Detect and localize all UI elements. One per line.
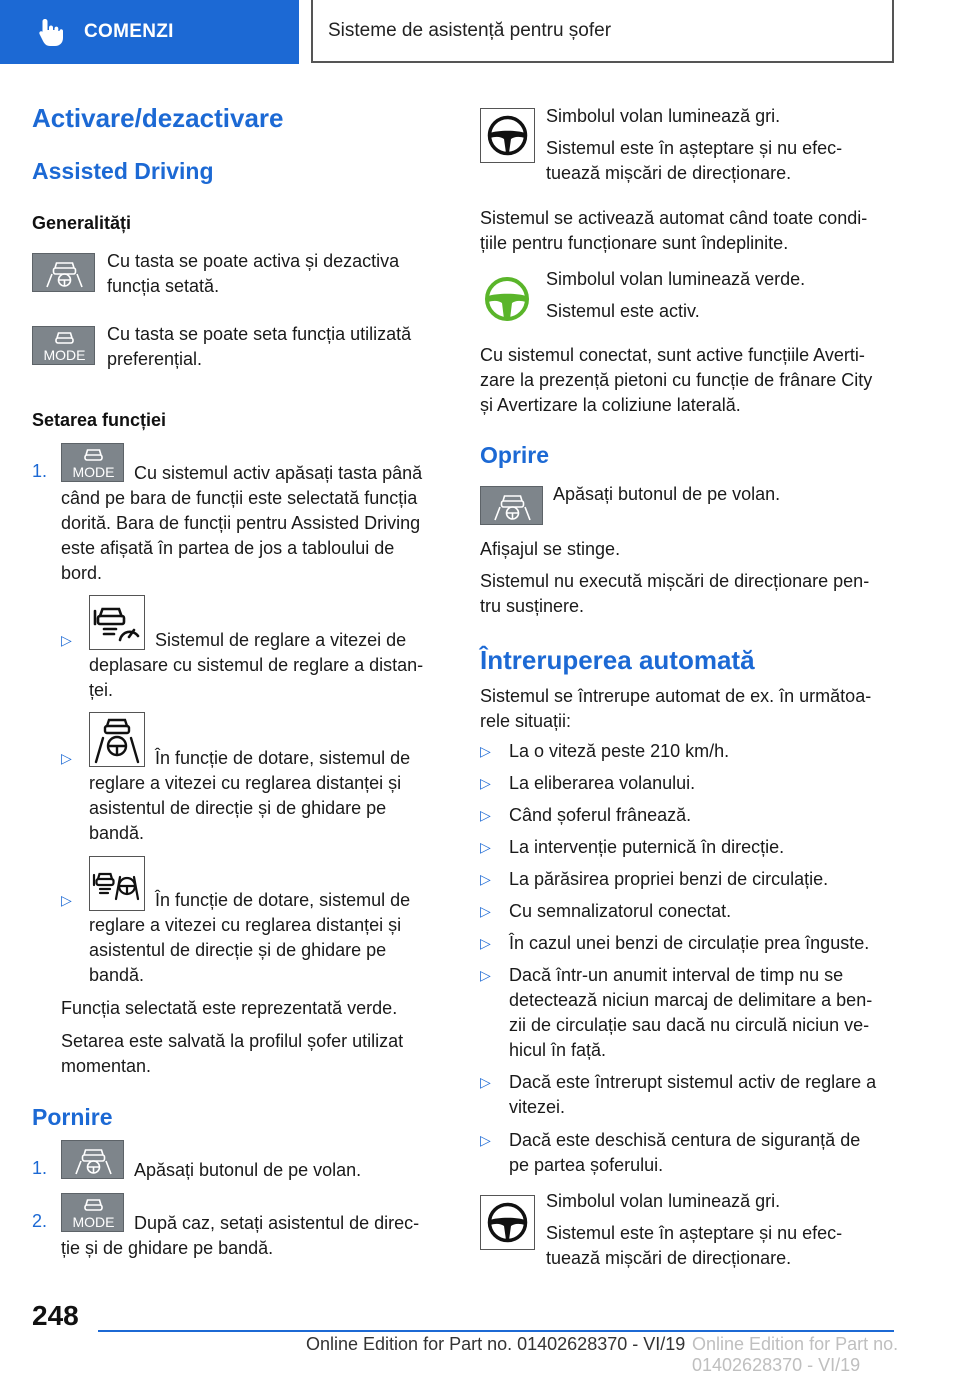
green-status: Simbolul volan luminează verde. Sistemul este activ. [546,269,806,321]
subheading-general: Generalități [32,213,132,233]
assist-key-icon [61,1140,124,1179]
list-item: Când șoferul frânează. [509,805,692,825]
option2-line1: În funcție de dotare, sistemul de [155,748,411,768]
list-item: Dacă este întrerupt sistemul activ de reglare a vitezei. [509,1072,877,1117]
triangle-bullet-icon: ▷ [480,807,491,823]
steering-wheel-green-icon [482,274,532,324]
steering-wheel-gray-icon [480,108,535,163]
general-key1-text: Cu tasta se poate activa și dezactiva funcția setată. [107,251,400,296]
list-item: La intervenție puternică în direcție. [509,837,785,857]
connected-functions-text: Cu sistemul conectat, sunt active funcțiile Averti- zare la prezență pietoni cu funcție de frânare City și Avertizare la coliziune laterală. [480,345,873,415]
list-item: Dacă într-un anumit interval de timp nu se detectează niciun marcaj de delimitare a ben- zii de circulație sau dacă nu circulă niciun ve- hicul în față. [509,965,873,1060]
option3-rest: reglare a vitezei cu reglarea distanței și asistentul de direcție și de ghidare pe bandă. [89,915,402,985]
section-heading-assisted-driving: Assisted Driving [32,158,214,184]
svg-text:MODE: MODE [43,347,86,363]
triangle-bullet-icon: ▷ [480,1132,491,1148]
saved-note: Setarea este salvată la profilul șofer utilizat momentan. [61,1031,404,1076]
triangle-bullet-icon: ▷ [480,967,491,983]
triangle-bullet-icon: ▷ [480,871,491,887]
mode-key-icon [61,443,124,482]
steering-lane-assist-icon [89,712,145,767]
triangle-bullet-icon: ▷ [61,632,72,648]
triangle-bullet-icon: ▷ [480,743,491,759]
step1-line1: Cu sistemul activ apăsați tasta până [134,463,423,483]
section-heading-stop: Oprire [480,442,550,468]
list-item: La eliberarea volanului. [509,773,696,793]
list-item: În cazul unei benzi de circulație prea înguste. [509,933,870,953]
stop-text: Apăsați butonul de pe volan. [553,484,781,504]
assist-key-icon [480,486,543,525]
step-number: 1. [32,461,48,481]
step-number: 2. [32,1211,48,1231]
chapter-header [311,0,894,63]
gray-status-2: Simbolul volan luminează gri. Sistemul este în așteptare și nu efec- tuează mișcări de direcționare. [546,1191,843,1268]
mode-key-icon [61,1193,124,1232]
option1-rest: deplasare cu sistemul de reglare a distan- ței. [89,655,424,700]
page-number: 248 [32,1300,79,1331]
option2-rest: reglare a vitezei cu reglarea distanței și asistentul de direcție și de ghidare pe bandă. [89,773,402,843]
svg-text:MODE: MODE [72,1214,115,1230]
auto-activation-text: Sistemul se activează automat când toate condi- țiile pentru funcționare sunt îndeplinite. [480,208,868,253]
option3-line1: În funcție de dotare, sistemul de [155,890,411,910]
section-label: COMENZI [84,21,174,42]
triangle-bullet-icon: ▷ [480,903,491,919]
start1-text: Apăsați butonul de pe volan. [134,1160,362,1180]
general-key2-text: Cu tasta se poate seta funcția utilizată preferențial. [107,324,412,369]
display-off-text: Afișajul se stinge. [480,539,621,559]
watermark-text: Online Edition for Part no. 01402628370 - VI/19 [692,1334,899,1375]
list-item: Dacă este deschisă centura de siguranță de pe partea șoferului. [509,1130,861,1175]
footer-divider [98,1330,894,1332]
steering-wheel-gray-icon [480,1195,535,1250]
start2-line2: ție și de ghidare pe bandă. [61,1238,274,1258]
triangle-bullet-icon: ▷ [61,892,72,908]
no-steering-text: Sistemul nu execută mișcări de direcționare pen- tru susținere. [480,571,870,616]
list-item: Cu semnalizatorul conectat. [509,901,732,921]
option1-line1: Sistemul de reglare a vitezei de [155,630,407,650]
hand-pointer-icon [38,17,64,47]
step1-rest: când pe bara de funcții este selectată funcția dorită. Bara de funcții pentru Assisted Driving este afișată în partea de jos a tabloului de bord. [61,488,421,583]
triangle-bullet-icon: ▷ [480,935,491,951]
page-title: Activare/dezactivare [32,103,284,133]
list-item: La o viteză peste 210 km/h. [509,741,730,761]
edition-text: Online Edition for Part no. 01402628370 - VI/19 [306,1334,686,1354]
gray-status-1: Simbolul volan luminează gri. Sistemul este în așteptare și nu efec- tuează mișcări de direcționare. [546,106,843,183]
start2-line1: După caz, setați asistentul de direc- [134,1213,420,1233]
mode-key-icon [32,326,95,365]
subheading-setting: Setarea funcției [32,410,167,430]
chapter-title: Sisteme de asistență pentru șofer [328,19,612,41]
list-item: La părăsirea propriei benzi de circulație. [509,869,829,889]
triangle-bullet-icon: ▷ [480,1074,491,1090]
triangle-bullet-icon: ▷ [480,839,491,855]
speed-distance-control-icon [89,595,145,650]
section-heading-start: Pornire [32,1104,113,1130]
triangle-bullet-icon: ▷ [61,750,72,766]
speed-steering-assist-icon [89,856,145,911]
step-number: 1. [32,1158,48,1178]
triangle-bullet-icon: ▷ [480,775,491,791]
assist-key-icon [32,253,95,292]
svg-text:MODE: MODE [72,464,115,480]
section-tab[interactable] [0,0,299,64]
section-heading-interrupt: Întreruperea automată [480,645,755,675]
interrupt-intro: Sistemul se întrerupe automat de ex. în următoa- rele situații: [480,686,872,731]
selected-note: Funcția selectată este reprezentată verde. [61,998,398,1018]
